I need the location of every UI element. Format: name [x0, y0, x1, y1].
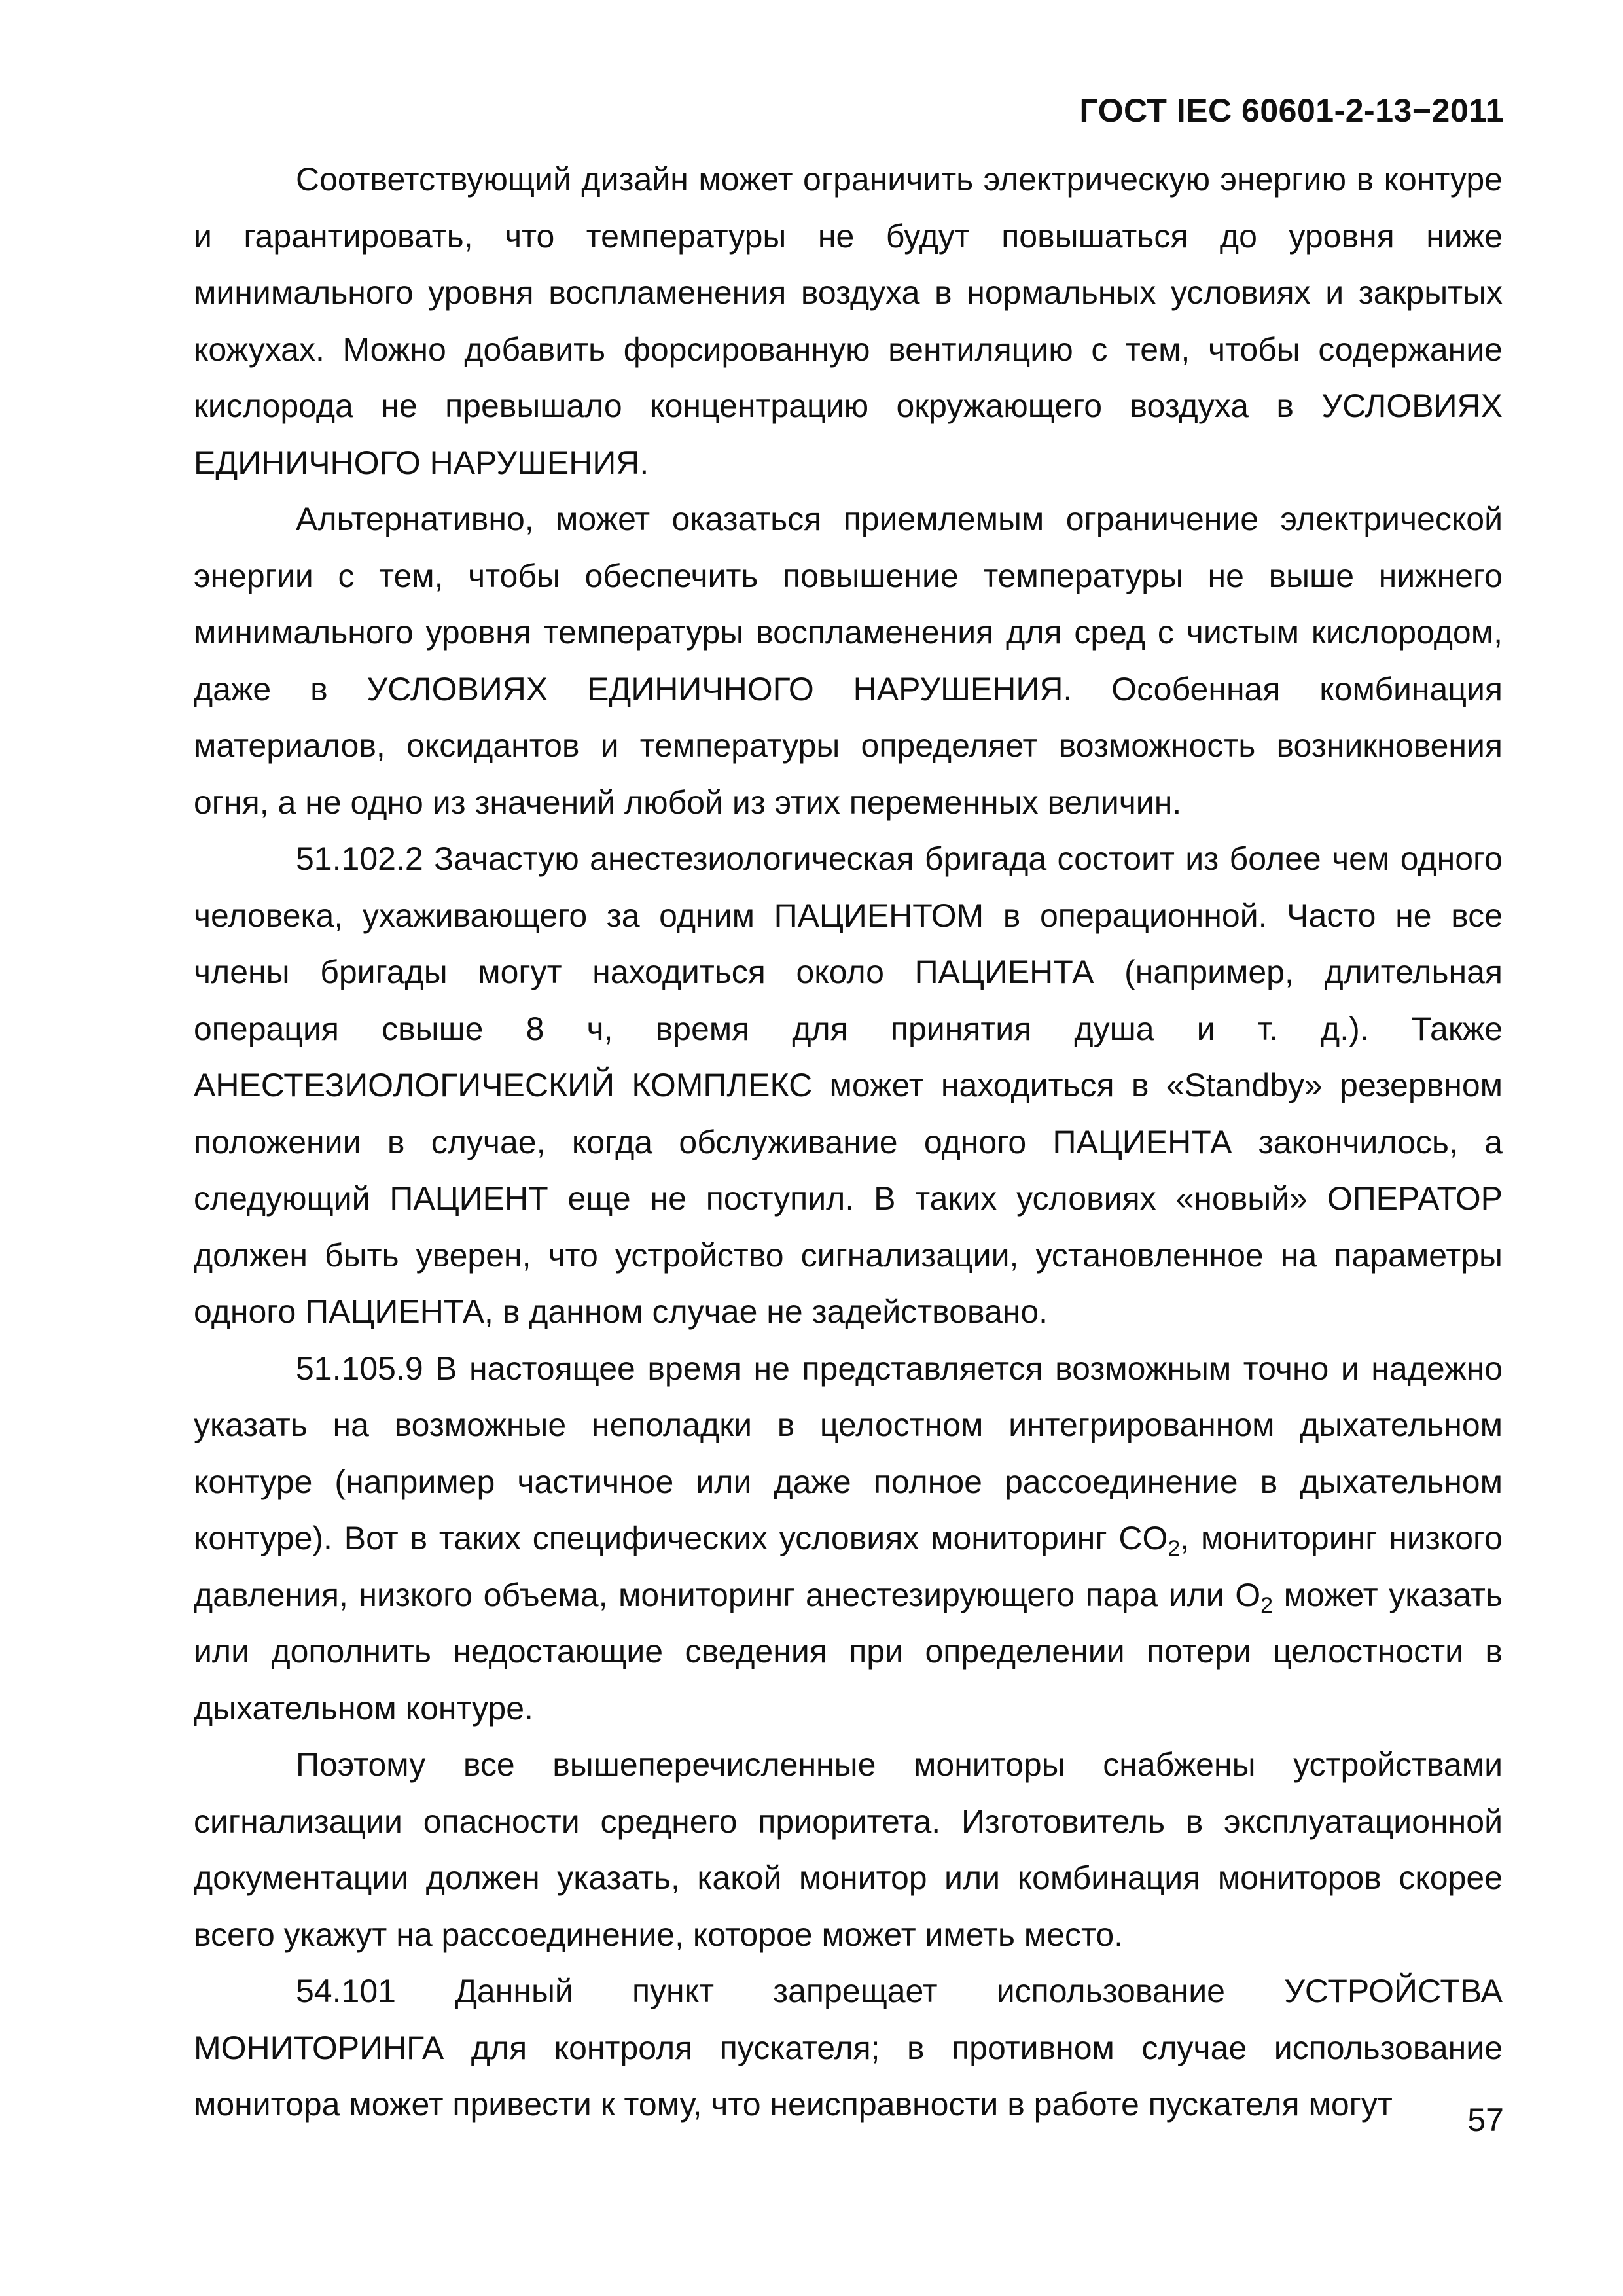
paragraph-monitors-alarms: Поэтому все вышеперечисленные мониторы снабжены устройствами сигнализации опасности среднего приоритета. Изготовитель в эксплуатационной документации должен указать, какой монитор или комбинация мониторов скорее всего укажут на рассоединение, которое может иметь место.	[194, 1746, 1503, 1953]
paragraph-51-105-9-part2: , мониторинг низкого давления, низкого объема, мониторинг анестезирующего пара или O	[194, 1520, 1503, 1613]
paragraph-51-102-2: 51.102.2 Зачастую анестезиологическая бригада состоит из более чем одного человека, ухаживающего за одним ПАЦИЕНТОМ в операционной. Часто не все члены бригады могут находиться около ПАЦИЕНТА (например, длительная операция свыше 8 ч, время для принятия душа и т. д.). Также АНЕСТЕЗИОЛОГИЧЕСКИЙ КОМПЛЕКС может находиться в «Standby» резервном положении в случае, когда обслуживание одного ПАЦИЕНТА закончилось, а следующий ПАЦИЕНТ еще не поступил. В таких условиях «новый» ОПЕРАТОР должен быть уверен, что устройство сигнализации, установленное на параметры одного ПАЦИЕНТА, в данном случае не задействовано.	[194, 840, 1503, 1330]
paragraph-54-101: 54.101 Данный пункт запрещает использование УСТРОЙСТВА МОНИТОРИНГА для контроля пускателя; в противном случае использование монитора может привести к тому, что неисправности в работе пускателя могут	[194, 1973, 1503, 2123]
standard-header: ГОСТ IEC 60601-2-13−2011	[1079, 92, 1504, 129]
co2-subscript: 2	[1168, 1536, 1181, 1561]
paragraph-51-105-9-part1: 51.105.9 В настоящее время не представляется возможным точно и надежно указать на возможные неполадки в целостном интегрированном дыхательном контуре (например частичное или даже полное рассоединение в дыхательном контуре). Вот в таких специфических условиях мониторинг CO	[194, 1350, 1503, 1556]
paragraph-alternative-energy-limit: Альтернативно, может оказаться приемлемым ограничение электрической энергии с тем, чтобы обеспечить повышение температуры не выше нижнего минимального уровня температуры воспламенения для сред с чистым кислородом, даже в УСЛОВИЯХ ЕДИНИЧНОГО НАРУШЕНИЯ. Особенная комбинация материалов, оксидантов и температуры определяет возможность возникновения огня, а не одно из значений любой из этих переменных величин.	[194, 501, 1503, 821]
page-number: 57	[1467, 2102, 1504, 2138]
paragraph-ventilation: Соответствующий дизайн может ограничить электрическую энергию в контуре и гарантировать, что температуры не будут повышаться до уровня ниже минимального уровня воспламенения воздуха в нормальных условиях и закрытых кожухах. Можно добавить форсированную вентиляцию с тем, чтобы содержание кислорода не превышало концентрацию окружающего воздуха в УСЛОВИЯХ ЕДИНИЧНОГО НАРУШЕНИЯ.	[194, 161, 1503, 481]
paragraph-51-105-9-part3: может указать или дополнить недостающие сведения при определении потери целостности в дыхательном контуре.	[194, 1576, 1503, 1727]
o2-subscript: 2	[1260, 1592, 1274, 1618]
paragraph-51-105-9	[194, 1340, 1503, 1737]
document-body	[194, 151, 1503, 2133]
